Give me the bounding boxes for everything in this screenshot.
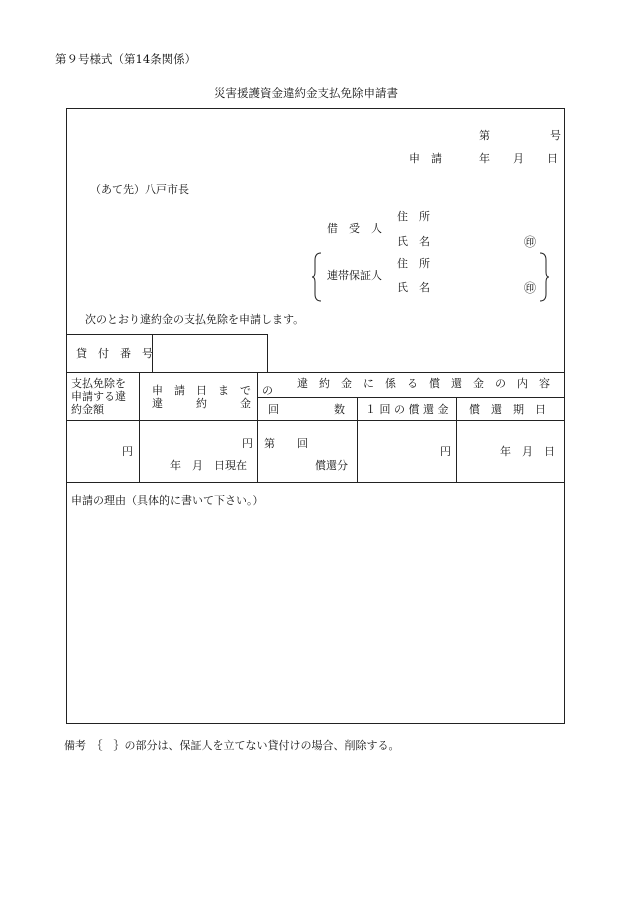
loan-number-top-line bbox=[66, 334, 267, 335]
form-number: 第９号様式（第14条関係） bbox=[55, 52, 197, 66]
col-line-3 bbox=[357, 397, 358, 482]
left-brace-icon bbox=[311, 252, 323, 302]
form-title: 災害援護資金違約金支払免除申請書 bbox=[214, 86, 398, 100]
per-payment-yen: 円 bbox=[440, 445, 451, 458]
penalty-until-label-1: 申 請 日 ま で の bbox=[152, 384, 273, 397]
repayment-content-label: 違 約 金 に 係 る 償 還 金 の 内 容 bbox=[297, 377, 550, 390]
addressee: （あて先）八戸市長 bbox=[90, 183, 189, 196]
reason-label: 申請の理由（具体的に書いて下さい。） bbox=[71, 494, 264, 507]
note: 備考 ｛ ｝の部分は、保証人を立てない貸付けの場合、削除する。 bbox=[64, 739, 400, 752]
guarantor-address-label: 住 所 bbox=[397, 257, 430, 270]
right-brace-icon bbox=[538, 252, 550, 302]
exempt-amount-yen: 円 bbox=[122, 445, 133, 458]
request-text: 次のとおり違約金の支払免除を申請します。 bbox=[85, 313, 305, 326]
table-body-line bbox=[66, 420, 565, 421]
exempt-amount-label-2: 申請する違 bbox=[71, 390, 126, 403]
installment-number: 第 回 bbox=[264, 437, 308, 450]
penalty-until-label-2: 違 約 金 bbox=[152, 397, 251, 410]
guarantor-seal: ㊞ bbox=[524, 281, 537, 295]
number-dai: 第 bbox=[479, 129, 490, 142]
col-due-date-label: 償 還 期 日 bbox=[469, 403, 546, 416]
date-year: 年 bbox=[479, 152, 490, 165]
shinsei-label: 申 請 bbox=[409, 152, 442, 165]
due-date-ymd: 年 月 日 bbox=[500, 445, 555, 458]
guarantor-name-label: 氏 名 bbox=[397, 281, 430, 294]
table-header-line bbox=[66, 372, 565, 373]
date-day: 日 bbox=[547, 152, 558, 165]
number-go: 号 bbox=[550, 129, 561, 142]
borrower-address-label: 住 所 bbox=[397, 210, 430, 223]
loan-number-label: 貸 付 番 号 bbox=[76, 347, 153, 360]
table-subheader-line bbox=[257, 397, 565, 398]
col-line-4 bbox=[456, 397, 457, 482]
col-line-1 bbox=[139, 372, 140, 482]
col-per-payment-label: １ 回 の 償 還 金 bbox=[365, 403, 449, 416]
penalty-yen: 円 bbox=[242, 437, 253, 450]
installment-suffix: 償還分 bbox=[315, 459, 348, 472]
table-bottom-line bbox=[66, 482, 565, 483]
exempt-amount-label-3: 約金額 bbox=[71, 403, 104, 416]
reason-field[interactable] bbox=[70, 515, 560, 715]
loan-number-right-line bbox=[267, 334, 268, 372]
exempt-amount-label-1: 支払免除を bbox=[71, 377, 126, 390]
loan-number-field[interactable] bbox=[156, 339, 264, 369]
borrower-label: 借 受 人 bbox=[327, 222, 382, 235]
col-times-label: 回 数 bbox=[268, 403, 345, 416]
date-month: 月 bbox=[513, 152, 524, 165]
guarantor-label: 連帯保証人 bbox=[327, 269, 382, 282]
borrower-seal: ㊞ bbox=[524, 235, 537, 249]
penalty-as-of: 年 月 日現在 bbox=[170, 459, 247, 472]
borrower-name-label: 氏 名 bbox=[397, 235, 430, 248]
